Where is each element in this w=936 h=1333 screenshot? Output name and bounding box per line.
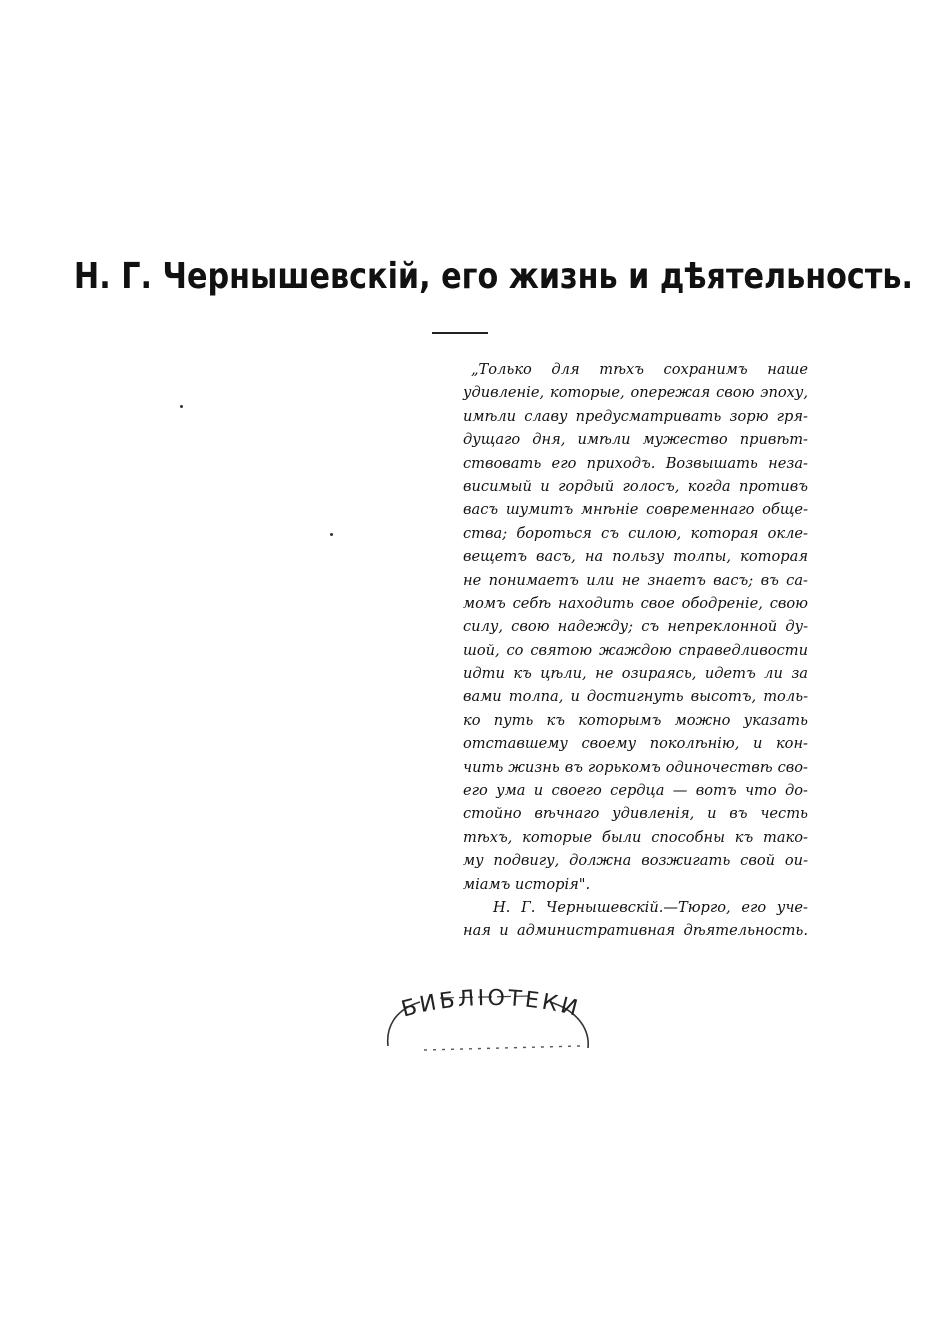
library-stamp-graphic xyxy=(380,988,596,1060)
stamp-text: БИБЛІОТЕКИ xyxy=(398,988,583,1023)
ink-speck xyxy=(330,533,333,536)
epigraph-line: ствовать его приходъ. Возвышать неза- xyxy=(463,454,808,472)
epigraph-line: васъ шумитъ мнѣніе современнаго обще- xyxy=(463,501,808,519)
epigraph-line: тѣхъ, которые были способны къ тако- xyxy=(463,828,808,846)
epigraph-line: „Только для тѣхъ сохранимъ наше xyxy=(471,361,808,378)
epigraph-line: ства; бороться съ силою, которая окле- xyxy=(463,524,808,542)
attribution-line: ная и административная дѣятельность. xyxy=(463,922,808,940)
title-divider xyxy=(432,332,488,334)
epigraph xyxy=(463,358,808,943)
epigraph-line: отставшему своему поколѣнію, и кон- xyxy=(463,735,808,753)
epigraph-line: момъ себѣ находить свое ободреніе, свою xyxy=(463,594,808,612)
epigraph-line: вещетъ васъ, на пользу толпы, которая xyxy=(463,548,808,566)
epigraph-line: идти къ цѣли, не озираясь, идетъ ли за xyxy=(463,665,808,683)
epigraph-line: стойно вѣчнаго удивленія, и въ честь xyxy=(463,805,808,823)
epigraph-line: дущаго дня, имѣли мужество привѣт- xyxy=(463,431,808,449)
epigraph-line: шой, со святою жаждою справедливости xyxy=(463,641,808,659)
epigraph-line: міамъ исторія". xyxy=(463,875,591,893)
page-title: Н. Г. Чернышевскій, его жизнь и дѣятельность. xyxy=(73,256,914,297)
attribution-line: Н. Г. Чернышевскій.—Тюрго, его уче- xyxy=(493,898,808,916)
epigraph-line: имѣли славу предусматривать зорю гря- xyxy=(463,407,808,425)
epigraph-line: вами толпа, и достигнуть высотъ, толь- xyxy=(463,688,808,706)
library-stamp xyxy=(380,988,596,1060)
epigraph-line: его ума и своего сердца — вотъ что до- xyxy=(463,782,808,800)
epigraph-line: не понимаетъ или не знаетъ васъ; въ са- xyxy=(463,571,808,589)
epigraph-line: висимый и гордый голосъ, когда противъ xyxy=(463,477,808,495)
epigraph-line: ко путь къ которымъ можно указать xyxy=(463,711,808,729)
epigraph-line: чить жизнь въ горькомъ одиночествѣ сво- xyxy=(463,758,808,776)
epigraph-line: му подвигу, должна возжигать свой ои- xyxy=(463,852,808,870)
ink-speck xyxy=(180,405,183,408)
epigraph-line: силу, свою надежду; съ непреклонной ду- xyxy=(463,618,808,636)
epigraph-line: удивленіе, которые, опережая свою эпоху, xyxy=(463,384,808,402)
